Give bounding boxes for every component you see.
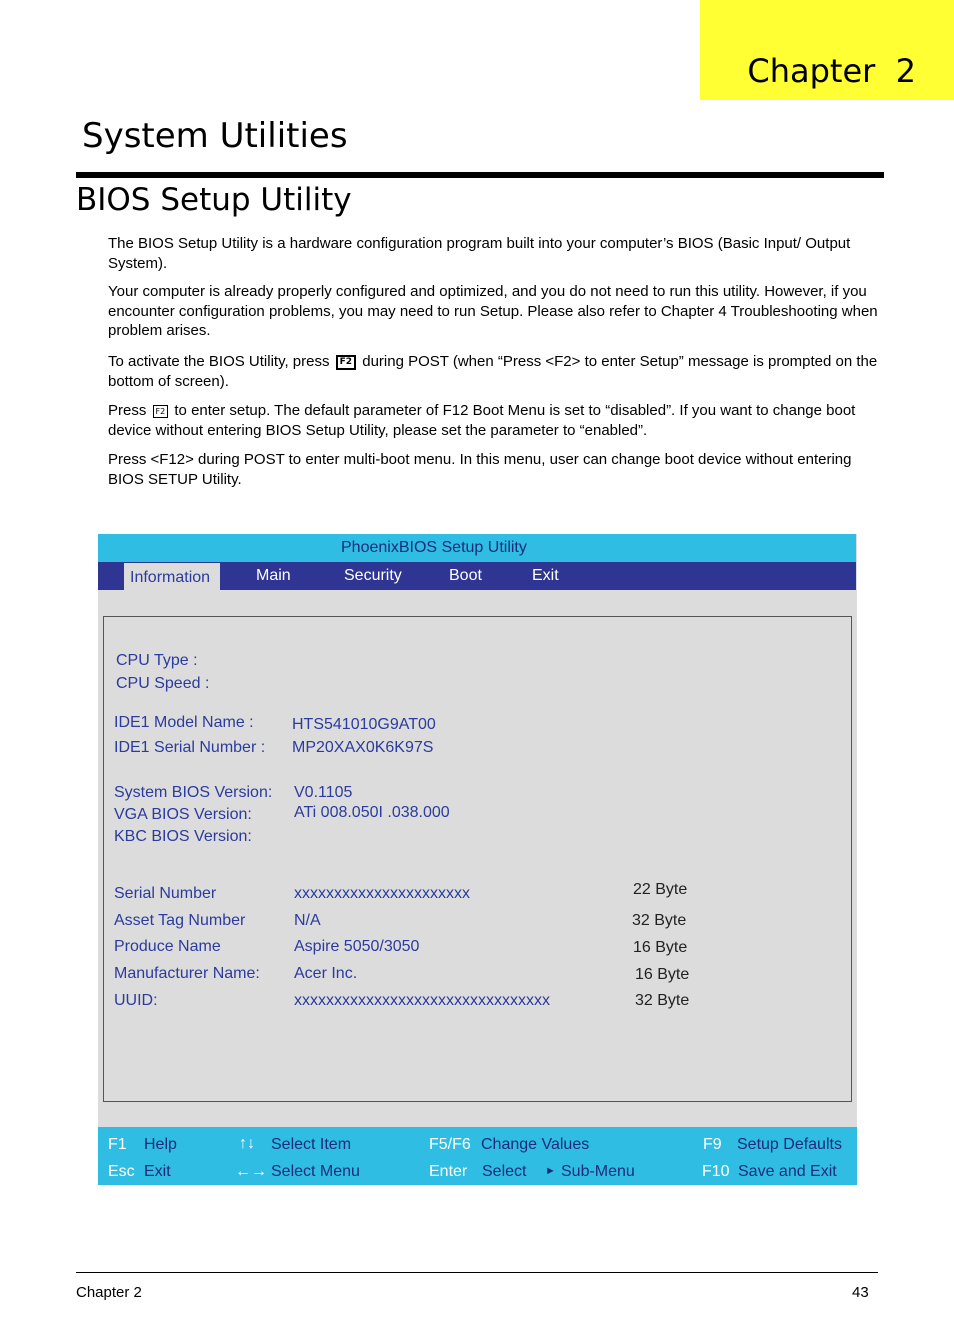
f5-f6-key[interactable]: F5/F6	[429, 1136, 471, 1153]
bios-title: PhoenixBIOS Setup Utility	[341, 539, 527, 556]
ide1-serial-label: IDE1 Serial Number :	[114, 739, 266, 756]
uuid-value: xxxxxxxxxxxxxxxxxxxxxxxxxxxxxxxx	[294, 992, 550, 1009]
f1-desc: Help	[144, 1136, 177, 1153]
setup-defaults-desc: Setup Defaults	[737, 1136, 842, 1153]
cpu-type-label: CPU Type :	[116, 652, 198, 669]
f10-key[interactable]: F10	[702, 1163, 730, 1180]
f2-key-icon: F2	[336, 355, 356, 370]
produce-name-label: Produce Name	[114, 938, 221, 955]
manufacturer-name-size: 16 Byte	[635, 966, 690, 983]
menu-item-exit[interactable]: Exit	[532, 567, 559, 584]
cpu-speed-label: CPU Speed :	[116, 675, 210, 692]
serial-number-label: Serial Number	[114, 885, 217, 902]
select-item-desc: Select Item	[271, 1136, 352, 1153]
change-values-desc: Change Values	[481, 1136, 590, 1153]
produce-name-value: Aspire 5050/3050	[294, 938, 420, 955]
chapter-tag: Chapter 2	[747, 52, 916, 90]
paragraph-press-f2	[108, 401, 878, 440]
footer-page-number: 43	[852, 1284, 869, 1301]
save-exit-desc: Save and Exit	[738, 1163, 837, 1180]
menu-item-main[interactable]: Main	[256, 567, 291, 584]
ide1-model-label: IDE1 Model Name :	[114, 714, 254, 731]
manufacturer-name-value: Acer Inc.	[294, 965, 358, 982]
system-bios-label: System BIOS Version:	[114, 784, 273, 801]
paragraph-activate	[108, 352, 878, 391]
left-right-arrows-icon[interactable]: ←→	[235, 1163, 267, 1180]
title-rule	[76, 172, 884, 178]
paragraph-press-a: Press	[108, 402, 147, 419]
paragraph-activate-a: To activate the BIOS Utility, press	[108, 353, 330, 370]
bios-screen	[98, 534, 857, 1185]
up-down-arrows-icon[interactable]: ↑↓	[239, 1135, 255, 1152]
chapter-tag-box	[700, 0, 954, 100]
bios-info-panel	[103, 616, 852, 1102]
vga-bios-value: ATi 008.050I .038.000	[294, 804, 450, 821]
esc-desc: Exit	[144, 1163, 171, 1180]
paragraph-config: Your computer is already properly configured and optimized, and you do not need to run this utility. However, if you encounter configuration problems, you may need to run Setup. Please also refer to Chapter 4 Troubleshooting when problem arises.	[108, 283, 878, 339]
enter-key[interactable]: Enter	[429, 1163, 468, 1180]
asset-tag-size: 32 Byte	[632, 912, 687, 929]
f1-key[interactable]: F1	[108, 1136, 127, 1153]
f2-key-small-icon: F2	[153, 405, 169, 418]
vga-bios-label: VGA BIOS Version:	[114, 806, 252, 823]
section-title: BIOS Setup Utility	[76, 182, 352, 218]
select-menu-desc: Select Menu	[271, 1163, 360, 1180]
paragraph-press-b: to enter setup. The default parameter of F12 Boot Menu is set to “disabled”. If you want to change boot device without entering BIOS Setup Utility, please set the parameter to “enabled”.	[108, 402, 856, 439]
menu-item-information[interactable]	[124, 563, 220, 590]
ide1-serial-value: MP20XAX0K6K97S	[292, 739, 434, 756]
bios-menu-bar	[98, 562, 856, 590]
menu-item-security[interactable]: Security	[344, 567, 402, 584]
select-desc: Select	[482, 1163, 527, 1180]
manufacturer-name-label: Manufacturer Name:	[114, 965, 260, 982]
ide1-model-value: HTS541010G9AT00	[292, 716, 436, 733]
asset-tag-value: N/A	[294, 912, 321, 929]
bios-title-bar	[98, 534, 856, 562]
esc-key[interactable]: Esc	[108, 1163, 135, 1180]
footer-rule	[76, 1272, 878, 1273]
footer-chapter: Chapter 2	[76, 1284, 142, 1301]
submenu-desc: Sub-Menu	[561, 1163, 635, 1180]
serial-number-size: 22 Byte	[633, 881, 688, 898]
kbc-bios-label: KBC BIOS Version:	[114, 828, 252, 845]
serial-number-value: xxxxxxxxxxxxxxxxxxxxxx	[294, 885, 470, 902]
asset-tag-label: Asset Tag Number	[114, 912, 246, 929]
paragraph-activate-b: during POST (when “Press <F2> to enter Setup” message is prompted on the bottom of screen).	[108, 353, 878, 390]
menu-item-information-label: Information	[130, 569, 211, 586]
f9-key[interactable]: F9	[703, 1136, 722, 1153]
paragraph-intro: The BIOS Setup Utility is a hardware configuration program built into your computer’s BIOS (Basic Input/ Output System).	[108, 235, 851, 272]
produce-name-size: 16 Byte	[633, 939, 688, 956]
menu-item-boot[interactable]: Boot	[449, 567, 482, 584]
bios-footer-bar	[98, 1127, 857, 1185]
page-title: System Utilities	[82, 116, 348, 156]
system-bios-value: V0.1105	[294, 784, 353, 801]
uuid-size: 32 Byte	[635, 992, 690, 1009]
paragraph-f12: Press <F12> during POST to enter multi-boot menu. In this menu, user can change boot device without entering BIOS SETUP Utility.	[108, 451, 852, 488]
uuid-label: UUID:	[114, 992, 158, 1009]
submenu-arrow-icon: ►	[545, 1165, 556, 1177]
